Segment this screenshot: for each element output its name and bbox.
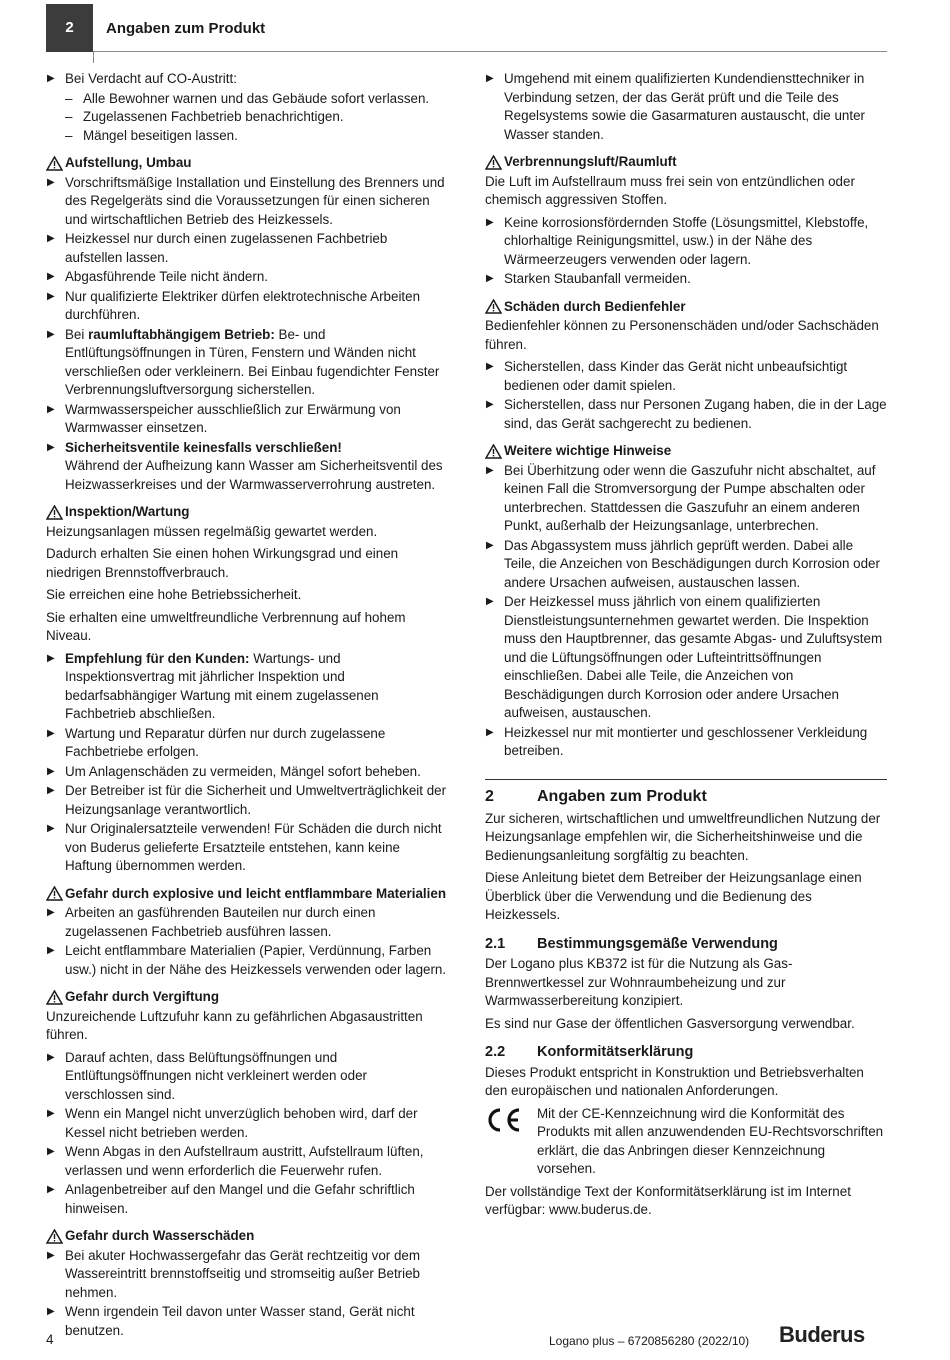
bullet-arrow-icon: ▶ [47,907,55,918]
paragraph: Der Logano plus KB372 ist für die Nutzung als Gas-Brennwertkessel zur Wohnraumbeheizung und zur Warmwasserbereitung konzipiert. [485,956,793,1008]
ce-text: Mit der CE-Kennzeichnung wird die Konformität des Produkts mit allen anzuwendenden EU-Rechtsvorschriften erklärt, die das Anbringen dieser Kennzeichnung vorsehen. [537,1105,884,1176]
dash-item: – Zugelassenen Fachbetrieb benachrichtigen. [65,109,344,124]
bullet-arrow-icon: ▶ [47,73,55,84]
bullet-arrow-icon: ▶ [47,176,55,188]
list-item: ▶ Wartung und Reparatur dürfen nur durch zugelassene Fachbetriebe erfolgen. [47,725,386,759]
bullet-arrow-icon: ▶ [47,441,55,453]
bullet-arrow-icon: ▶ [47,290,55,302]
section-rule [485,779,887,780]
list-item: ▶ Wenn Abgas in den Aufstellraum austritt, Aufstellraum lüften, verlassen und wenn erforderlich die Feuerwehr rufen. [47,1144,424,1178]
list-item: ▶ Darauf achten, dass Belüftungsöffnungen und Entlüftungsöffnungen nicht verkleinert werden oder verschlossen sind. [47,1049,367,1102]
paragraph: Zur sicheren, wirtschaftlichen und umweltfreundlichen Nutzung der Heizungsanlage empfehlen wir, die Sicherheitshinweise und die Bedienungsanleitung sorgfältig zu beachten. [485,810,881,863]
list-item: ▶ Heizkessel nur mit montierter und geschlossener Verkleidung betreiben. [486,724,868,758]
paragraph: Bedienfehler können zu Personenschäden und/oder Sachschäden führen. [485,318,879,352]
paragraph: Der vollständige Text der Konformitätserklärung ist im Internet verfügbar: www.buderus.de. [485,1183,851,1217]
warning-icon [46,886,63,901]
bullet-arrow-icon: ▶ [47,785,55,796]
bullet-arrow-icon: ▶ [486,73,494,84]
section-heading: Gefahr durch Vergiftung [46,988,448,1007]
chapter-heading: 2 Angaben zum Produkt [485,787,707,805]
bullet-arrow-icon: ▶ [486,361,494,372]
list-item: ▶ Vorschriftsmäßige Installation und Einstellung des Brenners und des Regelgeräts sind die Voraussetzungen für einen sicheren und wirtschaftlichen Betrieb des Heizkessels. [47,174,445,227]
paragraph: Sie erhalten eine umweltfreundliche Verbrennung auf hohem Niveau. [46,609,406,643]
list-item: ▶ Sicherstellen, dass nur Personen Zugang haben, die in der Lage sind, das Gerät sachgerecht zu bedienen. [486,397,887,431]
list-item: ▶ Abgasführende Teile nicht ändern. [46,268,448,287]
section-heading: Verbrennungsluft/Raumluft [485,153,887,172]
bullet-arrow-icon: ▶ [486,726,494,738]
bullet-arrow-icon: ▶ [47,823,55,834]
bullet-arrow-icon: ▶ [47,1184,55,1195]
list-item: ▶ Nur Originalersatzteile verwenden! Für Schäden die durch nicht von Buderus gelieferte Ersatzteile entstehen, kann keine Haftung übernommen werden. [47,821,442,873]
warning-icon [485,444,502,459]
left-column [46,70,448,1341]
bullet-arrow-icon: ▶ [486,539,494,551]
section-heading: Inspektion/Wartung [46,503,448,522]
right-column [485,70,887,1224]
bullet-arrow-icon: ▶ [47,1249,55,1261]
list-item: ▶ Sicherstellen, dass Kinder das Gerät nicht unbeaufsichtigt bedienen oder damit spielen. [486,359,848,393]
bullet-arrow-icon: ▶ [47,1051,55,1063]
warning-icon [46,505,63,520]
section-heading: Gefahr durch Wasserschäden [46,1227,448,1246]
header-rule [93,51,887,52]
list-item: ▶ Anlagenbetreiber auf den Mangel und die Gefahr schriftlich hinweisen. [47,1182,415,1216]
ce-mark-icon [485,1107,523,1133]
bullet-arrow-icon: ▶ [47,1108,55,1119]
list-item: ▶ Wenn irgendein Teil davon unter Wasser stand, Gerät nicht benutzen. [47,1304,415,1338]
list-item: ▶ Sicherheitsventile keinesfalls verschließen! Während der Aufheizung kann Wasser am Sicherheitsventil des Heizwasserkreises und der Warmwasserverrohrung austreten. [47,439,443,492]
section-heading: Aufstellung, Umbau [46,154,448,173]
section-heading: Weitere wichtige Hinweise [485,442,887,461]
bullet-arrow-icon: ▶ [486,273,494,284]
paragraph: Dadurch erhalten Sie einen hohen Wirkungsgrad und einen niedrigen Brennstoffverbrauch. [46,546,399,580]
list-item: ▶ Empfehlung für den Kunden: Wartungs- und Inspektionsvertrag mit jährlicher Inspektion und bedarfsabhängiger Wartung mit einem zugelassenen Fachbetrieb abschließen. [47,650,379,721]
paragraph: Heizungsanlagen müssen regelmäßig gewartet werden. [46,523,378,539]
bullet-arrow-icon: ▶ [47,945,55,956]
list-item: ▶ Umgehend mit einem qualifizierten Kundendiensttechniker in Verbindung setzen, der das Gerät prüft und die Teile des Regelsystems sowie die Gasarmaturen austauscht, die unter Wasser standen. [486,71,865,142]
list-item: ▶ Wenn ein Mangel nicht unverzüglich behoben wird, darf der Kessel nicht betrieben werden. [47,1106,418,1140]
bullet-arrow-icon: ▶ [47,233,55,244]
list-item: ▶ Warmwasserspeicher ausschließlich zur Erwärmung von Warmwasser einsetzen. [47,401,401,435]
warning-icon [485,155,502,170]
bullet-arrow-icon: ▶ [47,403,55,415]
section-heading: Schäden durch Bedienfehler [485,298,887,317]
bullet-arrow-icon: ▶ [47,1146,55,1157]
list-item: ▶ Um Anlagenschäden zu vermeiden, Mängel sofort beheben. [46,763,448,782]
document-reference: Logano plus – 6720856280 (2022/10) [549,1334,750,1348]
subsection-heading: 2.1 Bestimmungsgemäße Verwendung [485,935,778,952]
subsection-heading: 2.2 Konformitätserklärung [485,1044,694,1060]
chapter-number-tab: 2 [46,4,93,52]
warning-icon [485,299,502,314]
list-item: ▶ Bei akuter Hochwassergefahr das Gerät rechtzeitig vor dem Wassereintritt brennstoffseitig und stromseitig außer Betrieb nehmen. [47,1247,421,1300]
bullet-arrow-icon: ▶ [47,328,55,340]
list-item: ▶ Bei Verdacht auf CO-Austritt: [46,70,448,89]
paragraph: Unzureichende Luftzufuhr kann zu gefährlichen Abgasaustritten führen. [46,1008,423,1042]
ce-notice [485,1105,887,1179]
bullet-arrow-icon: ▶ [47,1306,55,1317]
dash-item: – Alle Bewohner warnen und das Gebäude sofort verlassen. [65,90,430,106]
list-item: ▶ Der Heizkessel muss jährlich von einem qualifizierten Dienstleistungsunternehmen gewartet werden. Die Inspektion muss den Hauptbrenner, das gesamte Abgas- und Zuluftsystem und die Lüftungsöffnungen oder Lufteintrittsöffnungen einschließen. Dabei alle Teile, die Anzeichen von Beschädigungen durch Korrosion oder andere Ursachen aufweisen, austauschen. [486,594,883,720]
bullet-arrow-icon: ▶ [47,765,55,777]
bullet-arrow-icon: ▶ [486,596,494,607]
warning-icon [46,990,63,1005]
list-item: ▶ Nur qualifizierte Elektriker dürfen elektrotechnische Arbeiten durchführen. [47,288,421,322]
section-heading: Gefahr durch explosive und leicht entflammbare Materialien [46,885,448,904]
dash-item: – Mängel beseitigen lassen. [65,127,238,143]
bullet-arrow-icon: ▶ [47,271,55,282]
list-item: ▶ Leicht entflammbare Materialien (Papier, Verdünnung, Farben usw.) nicht in der Nähe des Heizkessels verwenden oder lagern. [47,943,447,977]
header-tick [93,52,94,63]
list-item: ▶ Bei Überhitzung oder wenn die Gaszufuhr nicht abschaltet, auf keinen Fall die Stromversorgung der Pumpe abschalten oder unterbrechen. Stattdessen die Gaszufuhr an einem anderen Punkt, außerhalb der Heizungsanlage, unterbrechen. [486,462,876,533]
warning-icon [46,1229,63,1244]
list-item: ▶ Starken Staubanfall vermeiden. [485,270,887,289]
paragraph: Dieses Produkt entspricht in Konstruktion und Betriebsverhalten den europäischen und nationalen Anforderungen. [485,1064,864,1098]
list-item: ▶ Keine korrosionsfördernden Stoffe (Lösungsmittel, Klebstoffe, chlorhaltige Reinigungsmittel, usw.) in der Nähe des Wärmeerzeugers verwenden oder lagern. [486,214,869,267]
paragraph: Diese Anleitung bietet dem Betreiber der Heizungsanlage einen Überblick über die Verwendung und die Bedienung des Heizkessels. [485,870,862,922]
bullet-arrow-icon: ▶ [486,464,494,476]
paragraph: Sie erreichen eine hohe Betriebssicherheit. [46,587,302,602]
bullet-arrow-icon: ▶ [486,399,494,410]
bullet-arrow-icon: ▶ [47,727,55,739]
bullet-arrow-icon: ▶ [47,652,55,664]
list-item: ▶ Der Betreiber ist für die Sicherheit und Umweltverträglichkeit der Heizungsanlage verantwortlich. [47,783,447,817]
list-item: ▶ Bei raumluftabhängigem Betrieb: Be- und Entlüftungsöffnungen in Türen, Fenstern und Wänden nicht verschließen oder verkleinern. Bei Einbau fugendichter Fenster Verbrennungsluftversorgung sicherstellen. [47,326,440,397]
warning-icon [46,156,63,171]
paragraph: Es sind nur Gase der öffentlichen Gasversorgung verwendbar. [485,1015,855,1031]
list-item: ▶ Das Abgassystem muss jährlich geprüft werden. Dabei alle Teile, die Anzeichen von Beschädigungen durch Korrosion oder andere Ursachen aufweisen, austauschen lassen. [486,537,880,590]
paragraph: Die Luft im Aufstellraum muss frei sein von entzündlichen oder chemisch aggressiven Stoffen. [485,173,855,207]
list-item: ▶ Arbeiten an gasführenden Bauteilen nur durch einen zugelassenen Fachbetrieb ausführen lassen. [47,905,376,939]
buderus-logo: Buderus [779,1322,865,1347]
list-item: ▶ Heizkessel nur durch einen zugelassenen Fachbetrieb aufstellen lassen. [47,231,388,265]
chapter-title: Angaben zum Produkt [106,20,266,37]
bullet-arrow-icon: ▶ [486,216,494,228]
page-number: 4 [46,1332,54,1347]
